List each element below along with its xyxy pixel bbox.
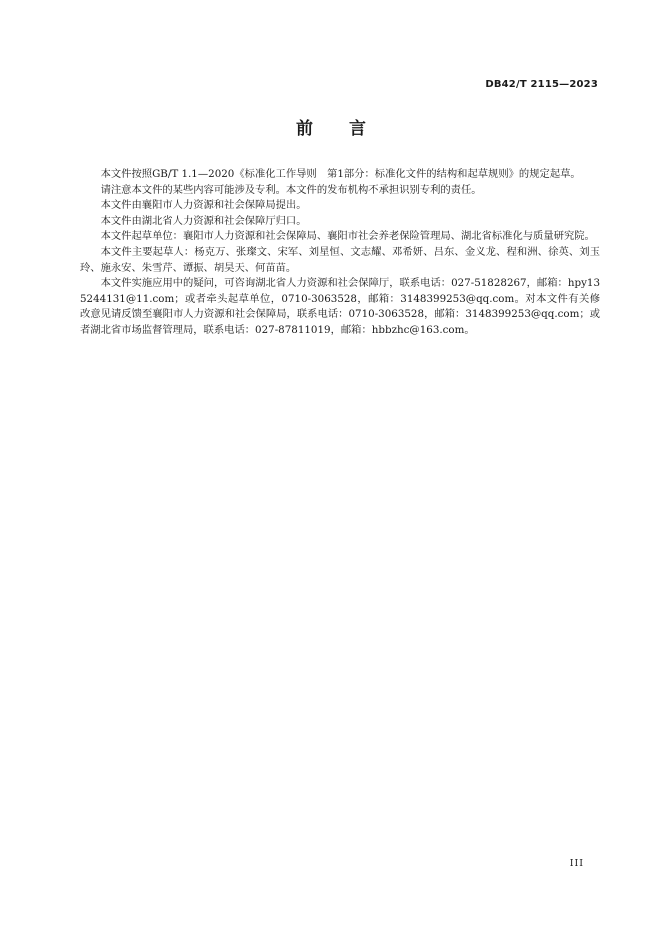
page-title: 前言	[296, 119, 402, 139]
paragraph-drafters: 本文件主要起草人：杨克万、张璨文、宋军、刘星恒、文志耀、邓希妍、吕东、金义龙、程和洲、徐英、刘玉玲、施永安、朱雪芹、谭振、胡昊天、何苗苗。	[80, 245, 600, 274]
paragraph-patent-notice: 请注意本文件的某些内容可能涉及专利。本文件的发布机构不承担识别专利的责任。	[100, 183, 482, 196]
page-number: III	[569, 858, 584, 869]
paragraph-drafting-basis: 本文件按照GB/T 1.1—2020《标准化工作导则 第1部分：标准化文件的结构和起草规则》的规定起草。	[100, 168, 581, 180]
paragraph-administrator: 本文件由湖北省人力资源和社会保障厅归口。	[100, 214, 307, 227]
paragraph-proposer: 本文件由襄阳市人力资源和社会保障局提出。	[100, 199, 307, 212]
paragraph-contact-info: 本文件实施应用中的疑问，可咨询湖北省人力资源和社会保障厅，联系电话：027-51828267，邮箱：hpy135244131@11.com；或者牵头起草单位，0710-3063528，邮箱：3148399253@qq.com。对本文件有关修改意见请反馈至襄阳市人力资源和社会保障局，联系电话：0710-3063528，邮箱：3148399253@qq.com；或者湖北省市场监督管理局，联系电话：027-87811019，邮箱：hbbzhc@163.com。	[80, 277, 600, 336]
document-code: DB42/T 2115—2023	[485, 79, 598, 90]
paragraph-drafting-units: 本文件起草单位：襄阳市人力资源和社会保障局、襄阳市社会养老保险管理局、湖北省标准化与质量研究院。	[100, 230, 595, 243]
preface-body	[80, 167, 600, 339]
